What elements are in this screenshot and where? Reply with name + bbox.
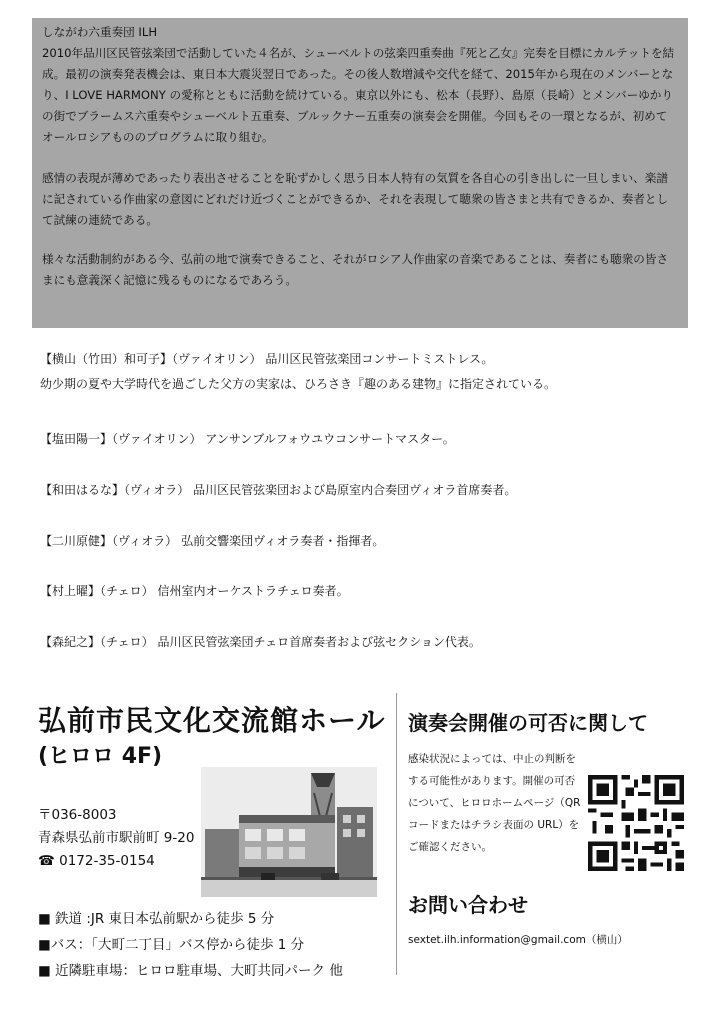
group-philosophy: 感情の表現が薄めであったり表出させることを恥ずかしく思う日本人特有の気質を各自心の引き出しに一旦しまい、楽譜に記されている作曲家の意図にどれだけ近づくことができるか、それを表現して聴衆の皆さまと共有できるか、奏者として試練の連続である。: [42, 171, 669, 227]
member-profile: 【和田はるな】（ヴィオラ） 品川区民管弦楽団および島原室内合奏団ヴィオラ首席奏者。: [40, 483, 517, 497]
venue-address-block: [38, 804, 194, 873]
notice-title: 演奏会開催の可否に関して: [408, 711, 648, 735]
member-profile: 【二川原健】（ヴィオラ） 弘前交響楽団ヴィオラ奏者・指揮者。: [40, 534, 385, 548]
contact-title: お問い合わせ: [408, 893, 528, 917]
access-bus: ■バス：「大町二丁目」バス停から徒歩 1 分: [38, 937, 305, 953]
member-profile: 【村上曜】（チェロ） 信州室内オーケストラチェロ奏者。: [40, 584, 349, 598]
member-murakami: [40, 582, 349, 601]
member-wada: [40, 481, 516, 500]
street-address: 青森県弘前市駅前町 9-20: [38, 830, 195, 846]
member-profile: 【横山（竹田）和可子】（ヴァイオリン） 品川区民管弦楽団コンサートミストレス。: [40, 352, 494, 366]
member-profile: 【森紀之】（チェロ） 品川区民管弦楽団チェロ首席奏者および弦セクション代表。: [40, 635, 481, 649]
member-yokoyama: [40, 350, 556, 394]
member-shiota: [40, 430, 455, 449]
phone-number: ☎ 0172-35-0154: [38, 853, 155, 869]
access-train: ■ 鉄道 :JR 東日本弘前駅から徒歩 5 分: [38, 911, 275, 927]
member-profile: 【塩田陽一】（ヴァイオリン） アンサンブルフォウユウコンサートマスター。: [40, 432, 455, 446]
contact-email[interactable]: sextet.ilh.information@gmail.com（横山）: [408, 934, 628, 946]
venue-name: 弘前市民文化交流館ホール: [38, 704, 386, 737]
qr-code-pattern: [584, 771, 688, 875]
access-info: [38, 906, 343, 984]
qr-code[interactable]: [584, 771, 688, 875]
member-note: 幼少期の夏や大学時代を過ごした父方の実家は、ひろさき『趣のある建物』に指定されている。: [40, 377, 557, 391]
column-divider: [396, 693, 397, 975]
venue-building-photo: [201, 767, 377, 897]
notice-body: 感染状況によっては、中止の判断をする可能性があります。開催の可否について、ヒロロホームページ（QR コードまたはチラシ表面の URL）をご確認ください。: [408, 753, 581, 853]
group-name: しながわ六重奏団 ILH: [42, 25, 158, 39]
postal-code: 〒036-8003: [38, 807, 117, 823]
group-history: 2010年品川区民管弦楽団で活動していた４名が、シューベルトの弦楽四重奏曲『死と乙女』完奏を目標にカルテットを結成。最初の演奏発表機会は、東日本大震災翌日であった。その後人数増減や交代を経て、2015年から現在のメンバーとなり、I LOVE HARMONY の愛称とともに活動を続けている。東京以外にも、松本（長野）、島原（長崎）とメンバーゆかりの街でブラームス六重奏やシューベルト五重奏、ブルックナー五重奏の演奏会を開催。今回もその一環となるが、初めてオールロシアもののプログラムに取り組む。: [42, 46, 675, 144]
group-closing: 様々な活動制約がある今、弘前の地で演奏できること、それがロシア人作曲家の音楽であることは、奏者にも聴衆の皆さまにも意義深く記憶に残るものになるであろう。: [42, 252, 669, 287]
member-nikawahara: [40, 532, 384, 551]
venue-floor: (ヒロロ 4F): [38, 744, 163, 769]
access-parking: ■ 近隣駐車場：ヒロロ駐車場、大町共同パーク 他: [38, 963, 343, 979]
member-mori: [40, 633, 481, 652]
group-intro-box: [32, 18, 688, 328]
building-illustration: [201, 767, 377, 897]
